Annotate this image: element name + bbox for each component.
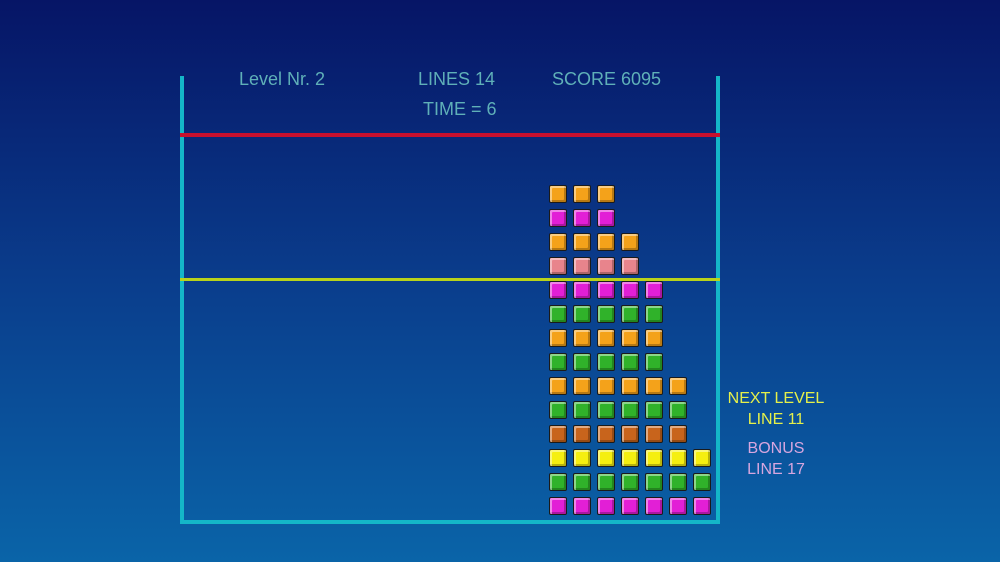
- block-brown: [597, 425, 615, 443]
- block-orange: [621, 233, 639, 251]
- block-green: [597, 353, 615, 371]
- block-green: [621, 353, 639, 371]
- block-magenta: [573, 497, 591, 515]
- block-orange: [597, 185, 615, 203]
- block-yellow: [621, 449, 639, 467]
- block-magenta: [549, 281, 567, 299]
- block-green: [597, 401, 615, 419]
- block-orange: [621, 377, 639, 395]
- block-orange: [549, 329, 567, 347]
- next-level-line: LINE 11: [747, 411, 805, 428]
- block-green: [573, 401, 591, 419]
- lines-counter: LINES 14: [418, 69, 496, 89]
- block-orange: [621, 329, 639, 347]
- block-brown: [549, 425, 567, 443]
- block-orange: [597, 329, 615, 347]
- block-green: [549, 401, 567, 419]
- block-orange: [573, 329, 591, 347]
- block-magenta: [549, 497, 567, 515]
- block-green: [645, 473, 663, 491]
- block-green: [573, 473, 591, 491]
- block-magenta: [597, 209, 615, 227]
- block-yellow: [549, 449, 567, 467]
- block-green: [645, 305, 663, 323]
- level-label: Level Nr. 2: [239, 69, 326, 89]
- block-yellow: [693, 449, 711, 467]
- block-green: [669, 401, 687, 419]
- score-counter: SCORE 6095: [552, 69, 662, 89]
- block-magenta: [549, 209, 567, 227]
- block-yellow: [597, 449, 615, 467]
- block-orange: [645, 377, 663, 395]
- block-brown: [645, 425, 663, 443]
- block-green: [669, 473, 687, 491]
- time-counter: TIME = 6: [423, 99, 497, 119]
- block-green: [549, 305, 567, 323]
- bonus-line: LINE 17: [747, 461, 805, 478]
- block-green: [645, 353, 663, 371]
- block-yellow: [573, 449, 591, 467]
- block-pink: [621, 257, 639, 275]
- block-orange: [597, 377, 615, 395]
- block-magenta: [573, 281, 591, 299]
- block-orange: [573, 233, 591, 251]
- block-green: [621, 401, 639, 419]
- block-green: [597, 473, 615, 491]
- block-magenta: [621, 497, 639, 515]
- block-green: [573, 305, 591, 323]
- block-magenta: [645, 281, 663, 299]
- block-brown: [669, 425, 687, 443]
- block-yellow: [669, 449, 687, 467]
- block-orange: [645, 329, 663, 347]
- block-green: [693, 473, 711, 491]
- block-green: [549, 353, 567, 371]
- block-green: [573, 353, 591, 371]
- block-magenta: [597, 497, 615, 515]
- block-orange: [549, 185, 567, 203]
- block-green: [621, 305, 639, 323]
- block-orange: [597, 233, 615, 251]
- block-orange: [669, 377, 687, 395]
- block-yellow: [645, 449, 663, 467]
- next-level-title: NEXT LEVEL: [727, 390, 825, 407]
- block-magenta: [573, 209, 591, 227]
- block-magenta: [621, 281, 639, 299]
- block-orange: [549, 233, 567, 251]
- block-green: [597, 305, 615, 323]
- block-magenta: [597, 281, 615, 299]
- block-orange: [549, 377, 567, 395]
- block-brown: [573, 425, 591, 443]
- block-pink: [573, 257, 591, 275]
- block-green: [621, 473, 639, 491]
- bonus-title: BONUS: [747, 440, 805, 457]
- block-green: [645, 401, 663, 419]
- block-magenta: [693, 497, 711, 515]
- block-pink: [597, 257, 615, 275]
- block-green: [549, 473, 567, 491]
- block-pink: [549, 257, 567, 275]
- block-magenta: [645, 497, 663, 515]
- block-orange: [573, 377, 591, 395]
- block-brown: [621, 425, 639, 443]
- block-magenta: [669, 497, 687, 515]
- block-orange: [573, 185, 591, 203]
